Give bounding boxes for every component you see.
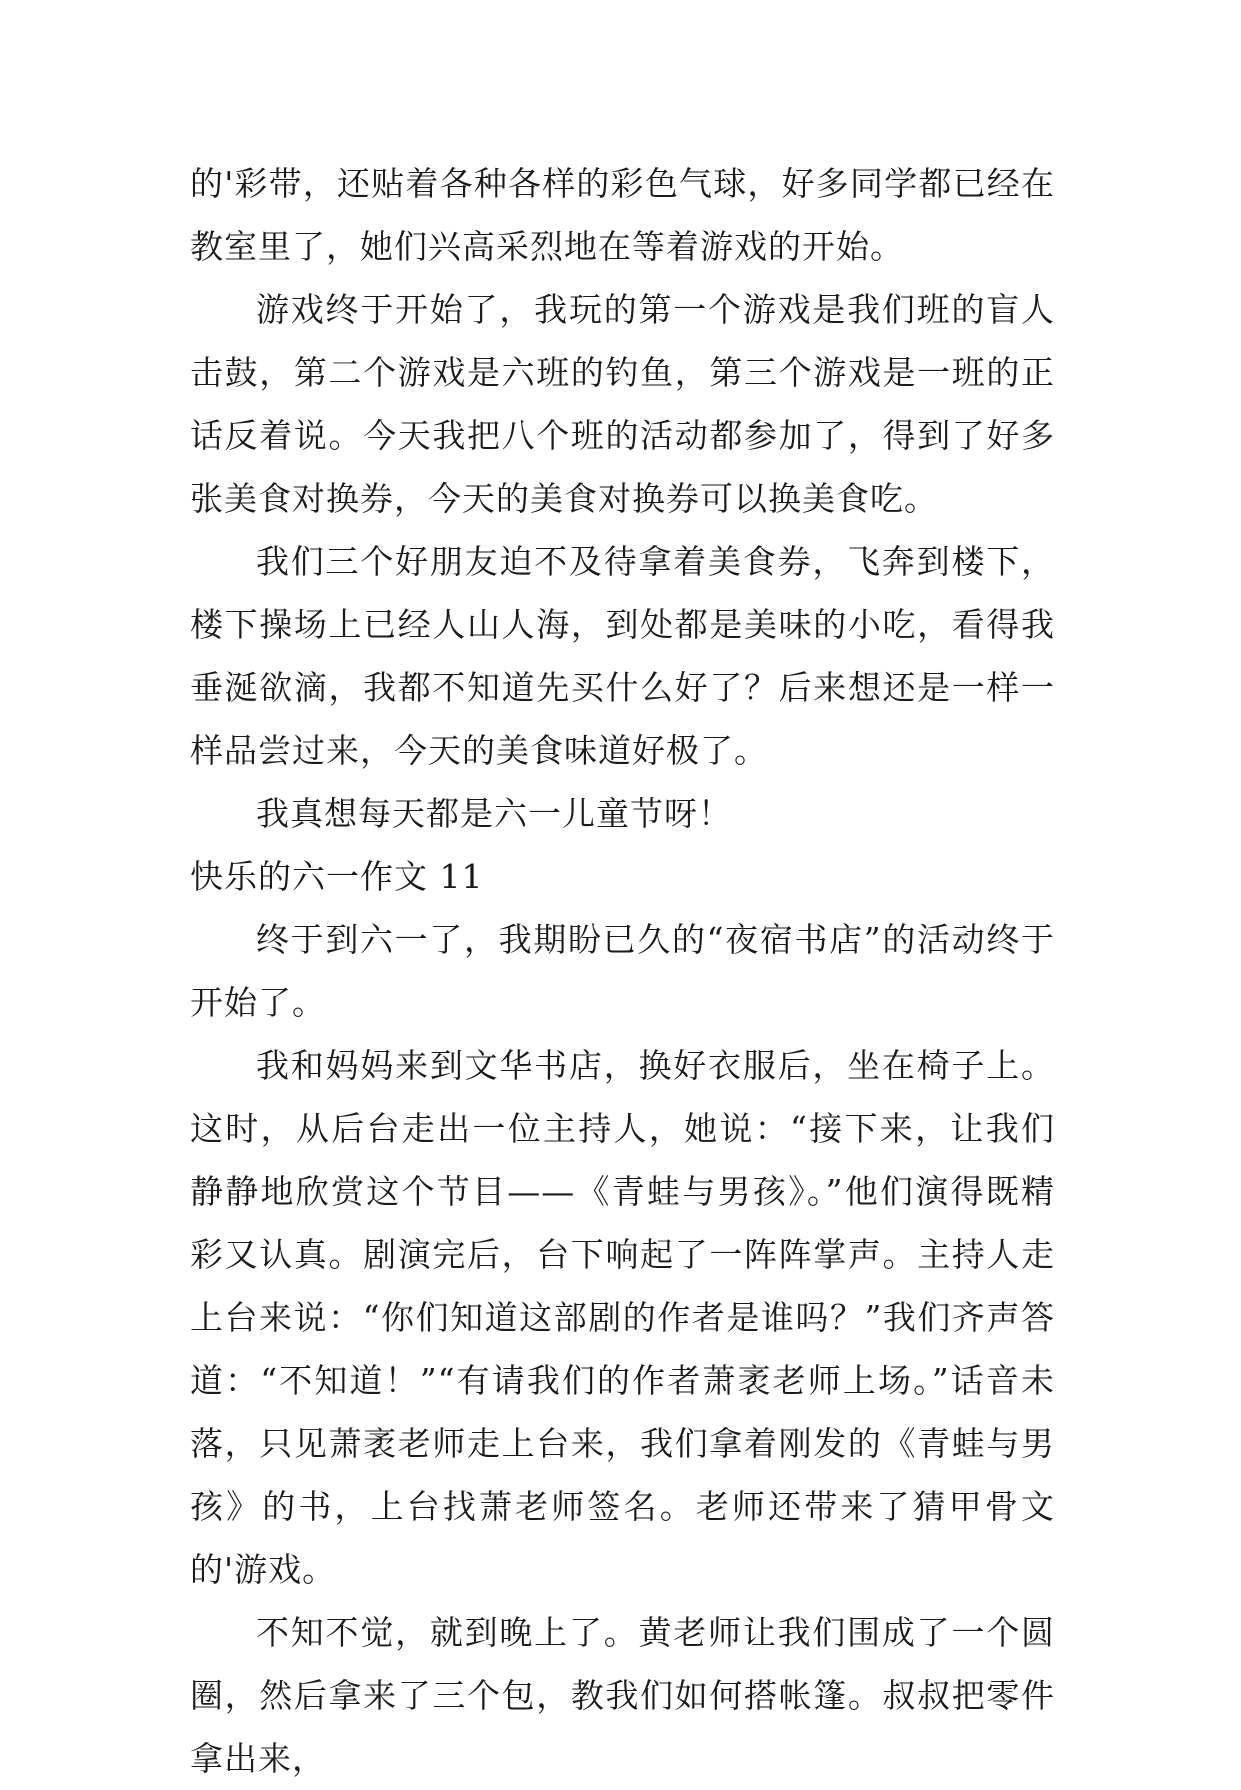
paragraph: 我和妈妈来到文华书店，换好衣服后，坐在椅子上。这时，从后台走出一位主持人，她说：“接下来，让我们静静地欣赏这个节目——《青蛙与男孩》。”他们演得既精彩又认真。剧演完后，台下响起了一阵阵掌声。主持人走上台来说：“你们知道这部剧的作者是谁吗？”我们齐声答道：“不知道！”“有请我们的作者萧袤老师上场。”话音未落，只见萧袤老师走上台来，我们拿着刚发的《青蛙与男孩》的书，上台找萧老师签名。老师还带来了猜甲骨文的'游戏。	[190, 1046, 1055, 1589]
paragraph: 游戏终于开始了，我玩的第一个游戏是我们班的盲人击鼓，第二个游戏是六班的钓鱼，第三个游戏是一班的正话反着说。今天我把八个班的活动都参加了，得到了好多张美食对换券，今天的美食对换券可以换美食吃。	[190, 290, 1055, 518]
paragraph: 我们三个好朋友迫不及待拿着美食券，飞奔到楼下，楼下操场上已经人山人海，到处都是美味的小吃，看得我垂涎欲滴，我都不知道先买什么好了？后来想还是一样一样品尝过来，今天的美食味道好极了。	[190, 542, 1055, 770]
section-title: 快乐的六一作文 11	[190, 857, 484, 896]
paragraph: 我真想每天都是六一儿童节呀！	[256, 794, 732, 833]
document-body	[190, 152, 1055, 1790]
paragraph-continuation: 的'彩带，还贴着各种各样的彩色气球，好多同学都已经在教室里了，她们兴高采烈地在等着游戏的开始。	[190, 164, 1055, 266]
paragraph: 终于到六一了，我期盼已久的“夜宿书店”的活动终于开始了。	[190, 920, 1055, 1022]
paragraph: 不知不觉，就到晚上了。黄老师让我们围成了一个圆圈，然后拿来了三个包，教我们如何搭帐篷。叔叔把零件拿出来，	[190, 1613, 1055, 1778]
